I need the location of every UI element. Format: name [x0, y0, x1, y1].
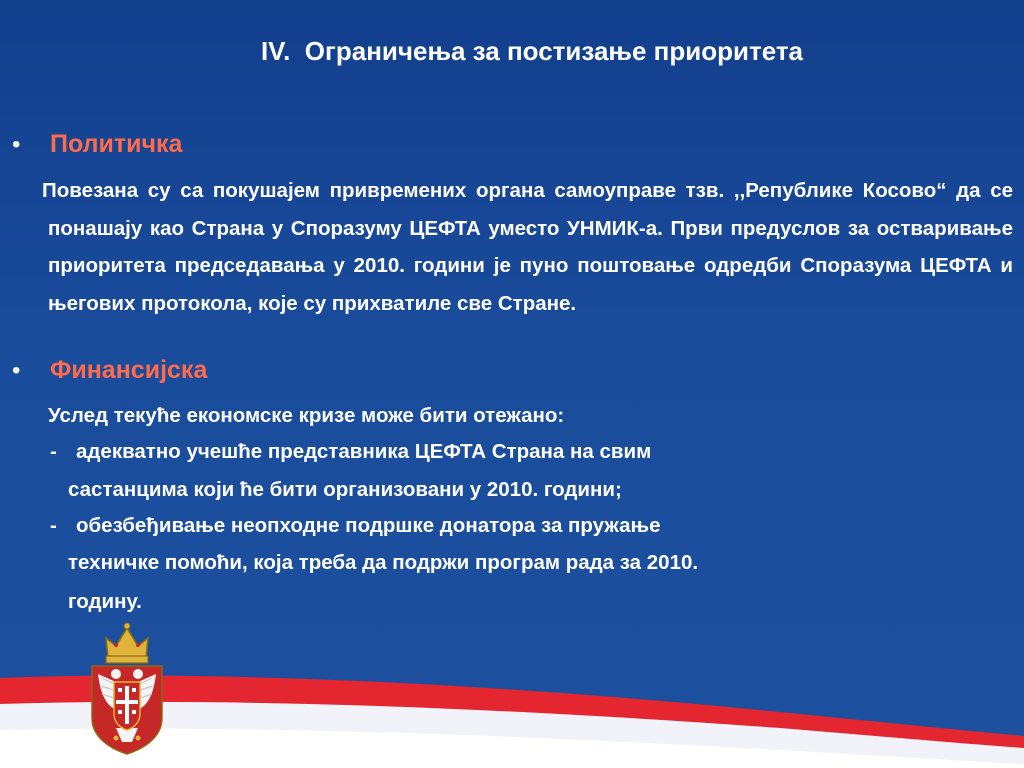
section-political: [12, 130, 182, 159]
section-financial: [12, 356, 207, 385]
bullet-dot: •: [12, 357, 21, 384]
list-item-line: састанцима који ће бити организовани у 2010. години;: [68, 478, 622, 501]
list-item-line: техничке помоћи, која треба да подржи програм рада за 2010.: [68, 551, 699, 574]
serbian-coat-of-arms-icon: [86, 618, 168, 756]
list-dash: -: [50, 514, 57, 537]
list-dash: -: [50, 440, 57, 463]
paragraph-text: Повезана су са покушајем привремених органа самоуправе тзв. ,,Републике Косово“ да се понашају као Страна у Споразуму ЦЕФТА уместо УНМИК-а. Први предуслов за остваривање приоритета председавања у 2010. години је пуно поштовање одредби Споразума ЦЕФТА и његових протокола, које су прихватиле све Стране.: [42, 179, 1013, 315]
list-item-line: адекватно учешће представника ЦЕФТА Страна на свим: [76, 440, 652, 463]
slide-title: IV. Ограничења за постизање приоритета: [260, 36, 804, 66]
bullet-dot: •: [12, 131, 21, 158]
list-item-line: обезбеђивање неопходне подршке донатора за пружање: [76, 514, 661, 537]
political-paragraph: [42, 172, 1013, 322]
financial-intro: Услед текуће економске кризе може бити отежано:: [48, 404, 565, 427]
list-item-line: годину.: [68, 590, 142, 613]
section-heading: Политичка: [50, 130, 183, 158]
section-heading: Финансијска: [50, 356, 208, 384]
